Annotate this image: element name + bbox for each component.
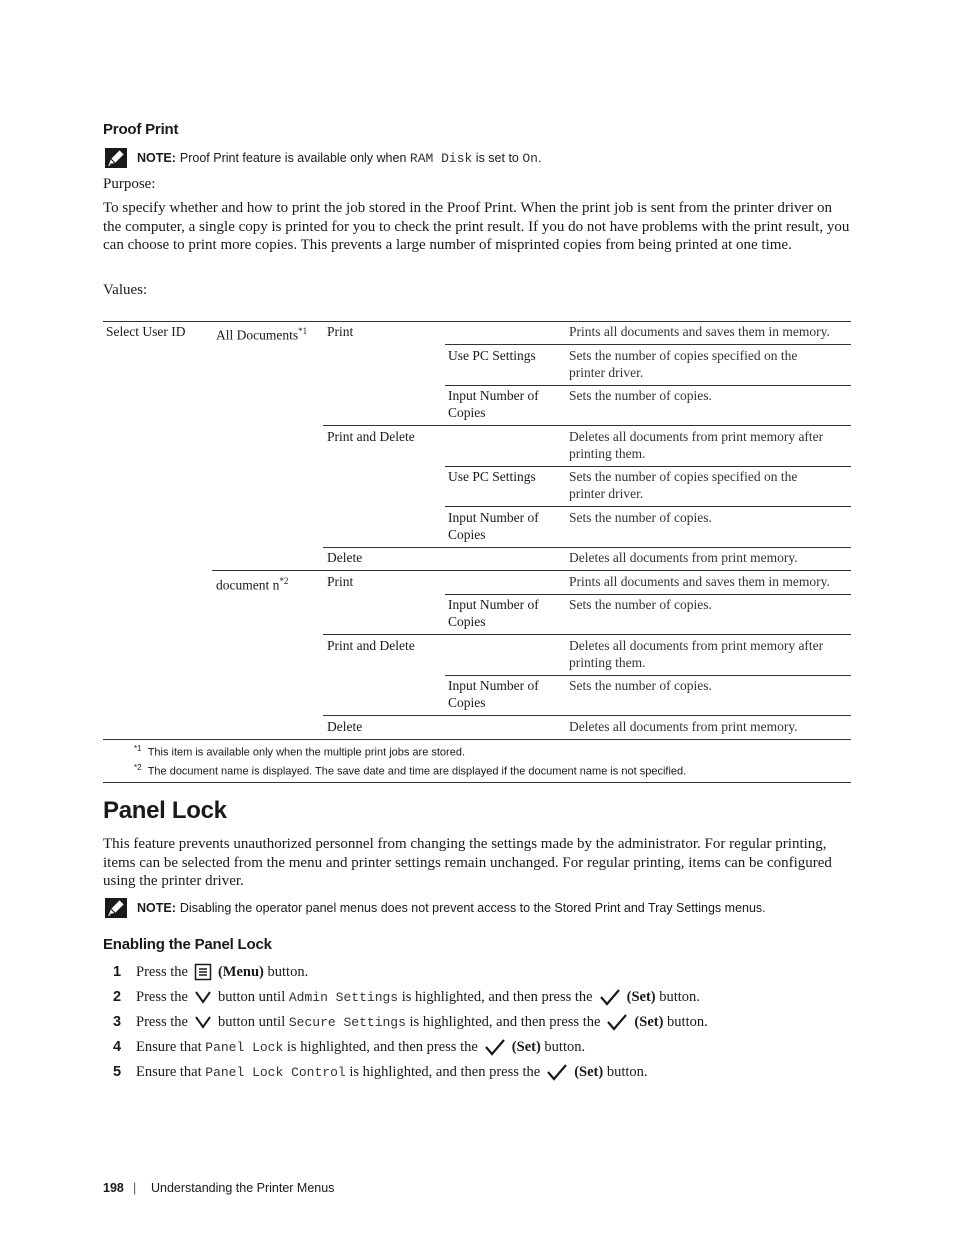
note-proof-print <box>105 148 541 168</box>
desc-input-copies: Sets the number of copies. <box>569 510 712 525</box>
note-label: NOTE: <box>137 151 176 165</box>
step-2: 2 Press the button until Admin Settings is highlighted, and then press the (Set) button. <box>113 988 700 1005</box>
note-panel-lock <box>105 898 766 918</box>
desc-use-pc-settings: Sets the number of copies specified on the printer driver. <box>569 469 798 501</box>
table-rule-bottom <box>103 739 851 740</box>
checkmark-icon <box>606 1013 628 1031</box>
cell-input-number-of-copies: Input Number of Copies <box>448 388 539 420</box>
step-5: 5 Ensure that Panel Lock Control is highlighted, and then press the (Set) button. <box>113 1063 648 1080</box>
checkmark-icon <box>599 988 621 1006</box>
table-rule <box>445 385 851 386</box>
cell-print-and-delete: Print and Delete <box>327 429 415 444</box>
note-code-on: On <box>522 150 538 166</box>
table-rule <box>323 634 851 635</box>
desc-print: Prints all documents and saves them in memory. <box>569 324 830 339</box>
purpose-label: Purpose: <box>103 176 156 192</box>
cell-print: Print <box>327 324 354 339</box>
cell-input-number-of-copies: Input Number of Copies <box>448 678 539 710</box>
table-rule <box>445 344 851 345</box>
cell-input-number-of-copies: Input Number of Copies <box>448 597 539 629</box>
cell-delete: Delete <box>327 550 363 565</box>
step-3: 3 Press the button until Secure Settings is highlighted, and then press the (Set) button. <box>113 1013 708 1030</box>
note-text: Proof Print feature is available only when <box>179 151 407 165</box>
desc-use-pc-settings: Sets the number of copies specified on the printer driver. <box>569 348 798 380</box>
table-rule <box>323 715 851 716</box>
panel-lock-description: This feature prevents unauthorized personnel from changing the settings made by the administrator. For regular printing, items can be selected from the menu and printer settings remain unchanged. For regular printing, items can be configured using the printer driver. <box>103 836 832 890</box>
down-arrow-icon <box>194 1015 212 1029</box>
cell-select-user-id: Select User ID <box>106 324 186 339</box>
note-text: Disabling the operator panel menus does not prevent access to the Stored Print and Tray Settings menus. <box>179 901 766 915</box>
values-label: Values: <box>103 282 148 298</box>
sub-heading-enabling-panel-lock: Enabling the Panel Lock <box>103 936 272 953</box>
cell-delete: Delete <box>327 719 363 734</box>
table-rule-top <box>103 321 851 322</box>
cell-document-n: document $n^{*2}$ <box>216 576 289 593</box>
cell-use-pc-settings: Use PC Settings <box>448 348 536 363</box>
section-heading-proof-print: Proof Print <box>103 121 179 138</box>
checkmark-icon <box>546 1063 568 1081</box>
desc-print-and-delete: Deletes all documents from print memory after printing them. <box>569 638 824 670</box>
cell-all-documents: All Documents$^{*1}$ <box>216 326 308 343</box>
footnote-2: $^{*2}$ The document name is displayed. The save date and time are displayed if the document name is not specified. <box>134 763 687 778</box>
desc-delete: Deletes all documents from print memory. <box>569 719 798 734</box>
desc-input-copies: Sets the number of copies. <box>569 678 712 693</box>
table-rule <box>445 675 851 676</box>
table-rule <box>323 425 851 426</box>
desc-print-and-delete: Deletes all documents from print memory after printing them. <box>569 429 824 461</box>
note-pencil-icon <box>105 148 127 168</box>
footnote-rule <box>103 782 851 783</box>
note-code-ram-disk: RAM Disk <box>409 150 473 166</box>
desc-input-copies: Sets the number of copies. <box>569 597 712 612</box>
down-arrow-icon <box>194 990 212 1004</box>
menu-icon <box>194 963 212 981</box>
cell-print: Print <box>327 574 354 589</box>
table-rule <box>445 506 851 507</box>
cell-print-and-delete: Print and Delete <box>327 638 415 653</box>
checkmark-icon <box>484 1038 506 1056</box>
purpose-text: To specify whether and how to print the job stored in the Proof Print. When the print job is sent from the printer driver on the computer, a single copy is printed for you to check the print result. If you do not have problems with the print result, you can choose to print more copies. This prevents a large number of misprinted copies from being printed at one time. <box>103 200 850 254</box>
footer-section-title: Understanding the Printer Menus <box>151 1181 335 1195</box>
table-rule <box>323 547 851 548</box>
step-4: 4 Ensure that Panel Lock is highlighted, and then press the (Set) button. <box>113 1038 586 1055</box>
step-1: 1 Press the (Menu) button. <box>113 963 309 980</box>
section-heading-panel-lock: Panel Lock <box>103 797 227 824</box>
footnote-1: $^{*1}$ This item is available only when the multiple print jobs are stored. <box>134 744 466 759</box>
table-rule <box>212 570 851 571</box>
note-pencil-icon <box>105 898 127 918</box>
note-period: . <box>537 151 542 165</box>
footer-separator: | <box>133 1181 137 1195</box>
cell-input-number-of-copies: Input Number of Copies <box>448 510 539 542</box>
table-rule <box>445 466 851 467</box>
note-text-mid: is set to <box>475 151 519 165</box>
desc-input-copies: Sets the number of copies. <box>569 388 712 403</box>
cell-use-pc-settings: Use PC Settings <box>448 469 536 484</box>
page-number: 198 <box>103 1181 124 1195</box>
table-rule <box>445 594 851 595</box>
note-label: NOTE: <box>137 901 176 915</box>
desc-delete: Deletes all documents from print memory. <box>569 550 798 565</box>
desc-print: Prints all documents and saves them in memory. <box>569 574 830 589</box>
